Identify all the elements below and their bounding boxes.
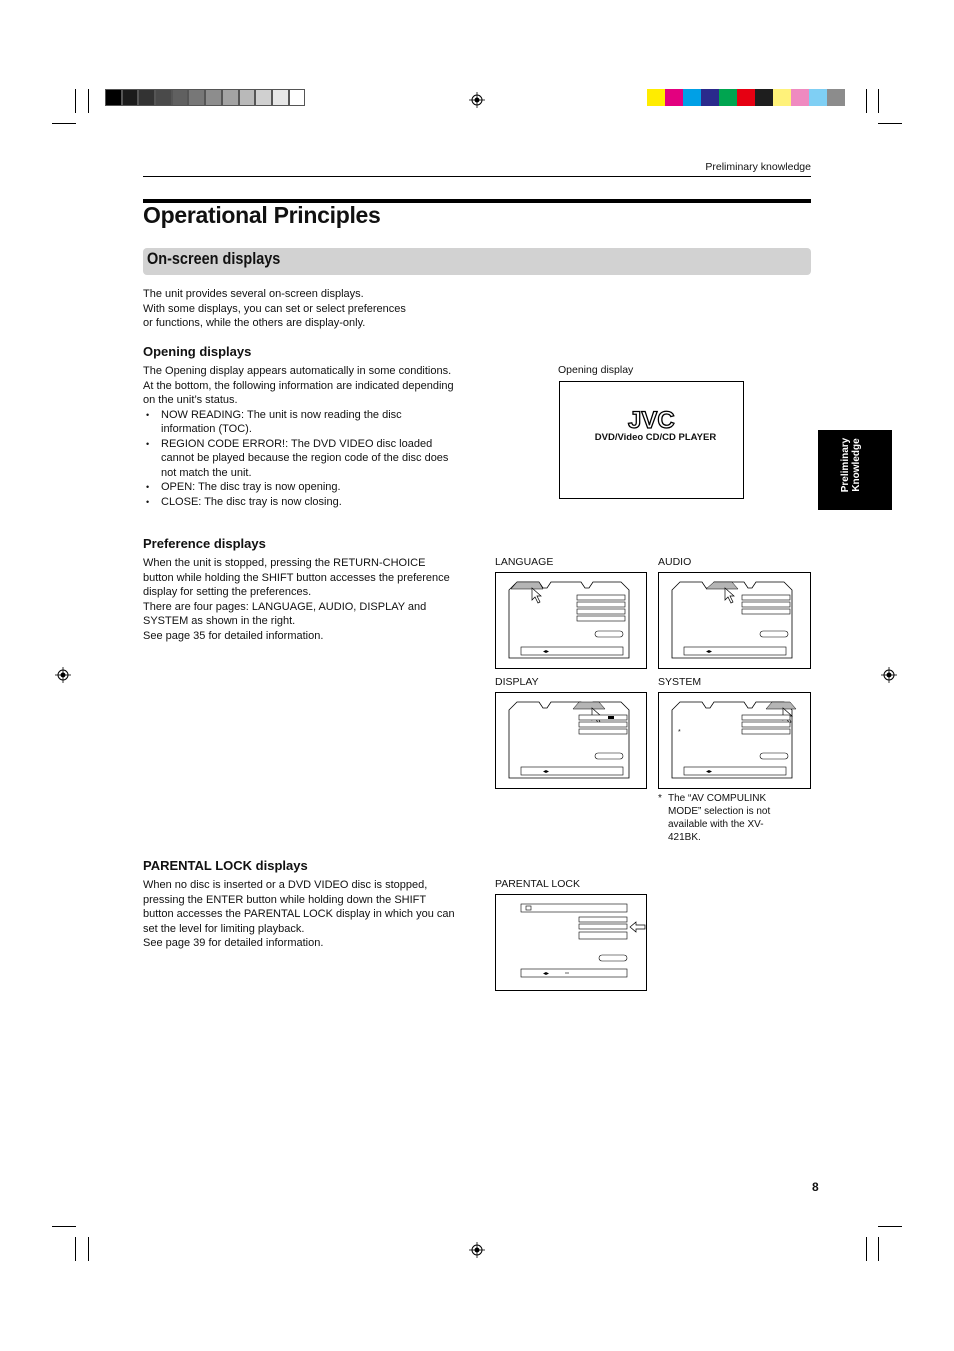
intro-line: With some displays, you can set or select preferences xyxy=(143,302,406,315)
color-swatch xyxy=(188,89,205,106)
color-swatch xyxy=(255,89,272,106)
color-swatch xyxy=(719,89,737,106)
intro-line: or functions, while the others are display-only. xyxy=(143,317,366,329)
preference-paragraph: There are four pages: LANGUAGE, AUDIO, DISPLAY and SYSTEM as shown in the right. xyxy=(143,600,427,627)
svg-text:◂▸: ◂▸ xyxy=(706,648,713,655)
color-swatch xyxy=(827,89,845,106)
running-head: Preliminary knowledge xyxy=(705,161,811,173)
opening-text xyxy=(143,364,459,509)
page-number: 8 xyxy=(812,1180,819,1194)
intro-line: The unit provides several on-screen displays. xyxy=(143,288,364,300)
svg-text:◂▸: ◂▸ xyxy=(543,970,550,977)
registration-target-icon xyxy=(469,1242,485,1258)
color-swatch xyxy=(701,89,719,106)
list-item: • REGION CODE ERROR!: The DVD VIDEO disc loaded cannot be played because the region code of the disc does not match the unit. xyxy=(143,437,459,481)
status-list xyxy=(143,408,459,510)
color-swatch xyxy=(222,89,239,106)
list-item: • NOW READING: The unit is now reading the disc information (TOC). xyxy=(143,408,459,437)
section-title: On-screen displays xyxy=(147,249,281,268)
color-swatch xyxy=(683,89,701,106)
color-swatch xyxy=(138,89,155,106)
page-title: Operational Principles xyxy=(143,202,381,228)
color-swatch xyxy=(647,89,665,106)
intro-text xyxy=(143,287,463,331)
color-swatch xyxy=(791,89,809,106)
section-header xyxy=(143,248,811,275)
parental-paragraph: See page 39 for detailed information. xyxy=(143,937,324,949)
grayscale-swatches xyxy=(105,89,305,106)
system-footnote-marker: * xyxy=(678,729,681,736)
color-swatch xyxy=(205,89,222,106)
svg-text:◂▸: ◂▸ xyxy=(543,768,550,775)
parental-lock-screen xyxy=(495,894,647,991)
registration-target-icon xyxy=(55,667,71,683)
footnote-text: The “AV COMPULINK MODE” selection is not available with the XV-421BK. xyxy=(668,793,771,843)
opening-paragraph: The Opening display appears automatically in some conditions. xyxy=(143,365,452,377)
color-swatch xyxy=(155,89,172,106)
svg-text:◂▸: ◂▸ xyxy=(706,768,713,775)
jvc-logo-subtitle: DVD/Video CD/CD PLAYER xyxy=(594,432,717,443)
registration-target-icon xyxy=(469,92,485,108)
color-swatch xyxy=(122,89,139,106)
color-swatch xyxy=(105,89,122,106)
svg-text:◂▸: ◂▸ xyxy=(543,648,550,655)
preference-text xyxy=(143,556,451,643)
system-screen xyxy=(658,692,811,789)
preference-paragraph: See page 35 for detailed information. xyxy=(143,629,324,642)
header-rule xyxy=(143,176,811,177)
jvc-logo: JVC xyxy=(628,407,675,434)
list-item: • CLOSE: The disc tray is now closing. xyxy=(143,495,459,510)
system-screen-label: SYSTEM xyxy=(658,676,702,688)
preference-heading: Preference displays xyxy=(143,536,266,551)
color-swatch xyxy=(272,89,289,106)
color-swatch xyxy=(665,89,683,106)
color-swatch xyxy=(755,89,773,106)
footnote-marker: * xyxy=(658,793,662,804)
color-swatch xyxy=(172,89,189,106)
language-screen-label: LANGUAGE xyxy=(495,556,554,568)
preference-paragraph: When the unit is stopped, pressing the RETURN-CHOICE button while holding the SHIFT button accesses the preference display for setting the preferences. xyxy=(143,557,450,598)
parental-heading: PARENTAL LOCK displays xyxy=(143,858,308,873)
opening-paragraph-2: At the bottom, the following information are indicated depending on the unit’s status. xyxy=(143,379,454,406)
side-tab-label: Preliminary Knowledge xyxy=(840,437,862,493)
color-swatch xyxy=(737,89,755,106)
color-swatch xyxy=(773,89,791,106)
display-screen-label: DISPLAY xyxy=(495,676,539,688)
display-screen xyxy=(495,692,647,789)
opening-heading: Opening displays xyxy=(143,344,252,359)
audio-screen-label: AUDIO xyxy=(658,556,692,568)
registration-target-icon xyxy=(881,667,897,683)
parental-text xyxy=(143,878,455,951)
audio-screen xyxy=(658,572,811,669)
color-swatches xyxy=(647,89,845,106)
parental-lock-label: PARENTAL LOCK xyxy=(495,878,580,890)
color-swatch xyxy=(239,89,256,106)
side-tab xyxy=(818,430,892,510)
color-swatch xyxy=(289,89,306,106)
color-swatch xyxy=(809,89,827,106)
opening-display-label: Opening display xyxy=(558,364,634,376)
parental-paragraph: When no disc is inserted or a DVD VIDEO disc is stopped, pressing the ENTER button while holding down the SHIFT button accesses the PARENTAL LOCK display in which you can set the level for limiting playback. xyxy=(143,879,455,935)
language-screen xyxy=(495,572,647,669)
list-item: • OPEN: The disc tray is now opening. xyxy=(143,480,459,495)
